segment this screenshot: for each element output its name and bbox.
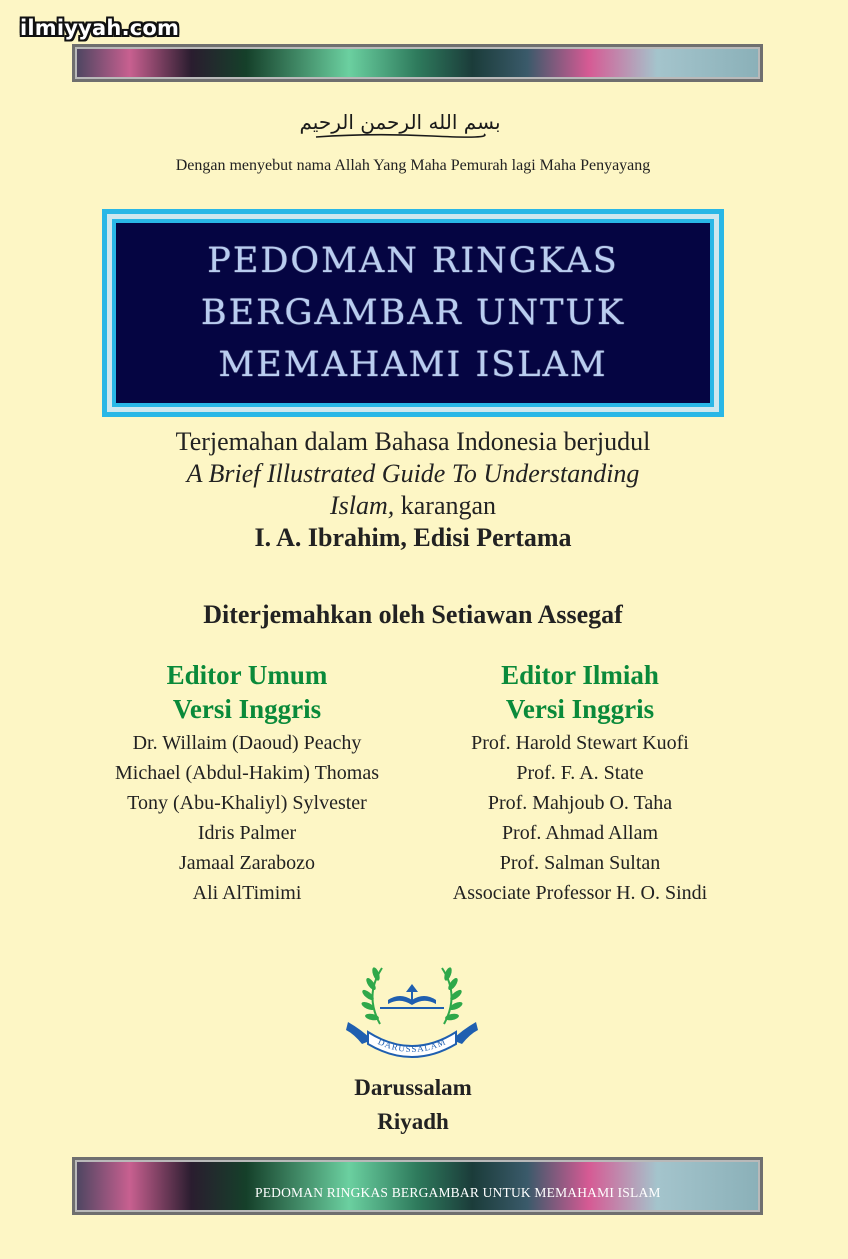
editors-general-subheading: Versi Inggris — [172, 694, 322, 724]
title-frame — [102, 209, 724, 417]
title-line-1: PEDOMAN RINGKAS — [207, 241, 619, 281]
editor-name: Prof. Harold Stewart Kuofi — [471, 732, 689, 754]
editor-name: Tony (Abu-Khaliyl) Sylvester — [127, 792, 367, 814]
translation-info — [0, 426, 826, 554]
translation-karangan: karangan — [394, 491, 497, 520]
invocation-text: Dengan menyebut nama Allah Yang Maha Pemurah lagi Maha Penyayang — [175, 157, 651, 174]
publisher-name: Darussalam — [354, 1075, 472, 1100]
title-box — [112, 219, 714, 407]
editors-general-heading: Editor Umum — [166, 660, 328, 690]
title-line-3: MEMAHAMI ISLAM — [218, 345, 608, 385]
original-title-line-1: A Brief Illustrated Guide To Understanding — [186, 459, 640, 488]
translator-credit: Diterjemahkan oleh Setiawan Assegaf — [203, 600, 623, 629]
editor-name: Associate Professor H. O. Sindi — [452, 882, 708, 904]
editor-name: Prof. Mahjoub O. Taha — [487, 792, 673, 814]
author-edition: I. A. Ibrahim, Edisi Pertama — [254, 523, 572, 552]
editor-name: Prof. F. A. State — [516, 762, 644, 784]
basmala-calligraphy — [299, 103, 501, 141]
publisher-block — [0, 1071, 826, 1139]
title-line-2: BERGAMBAR UNTUK — [200, 293, 626, 333]
editors-scientific-heading: Editor Ilmiah — [501, 660, 659, 690]
translation-line-1: Terjemahan dalam Bahasa Indonesia berjudul — [175, 427, 651, 456]
svg-text:DARUSSALAM: DARUSSALAM — [376, 1036, 448, 1055]
svg-text:بسم الله الرحمن الرحيم: بسم الله الرحمن الرحيم — [299, 110, 501, 134]
editor-name: Dr. Willaim (Daoud) Peachy — [132, 732, 362, 754]
original-title-line-2: Islam, — [329, 491, 395, 520]
editors-scientific-column — [400, 658, 760, 908]
publisher-city: Riyadh — [377, 1109, 449, 1134]
footer-title: PEDOMAN RINGKAS BERGAMBAR UNTUK MEMAHAMI ISLAM — [255, 1185, 661, 1200]
top-decorative-band — [72, 44, 763, 82]
editor-name: Idris Palmer — [197, 822, 297, 844]
darussalam-logo-icon — [342, 960, 482, 1065]
editor-name: Prof. Ahmad Allam — [501, 822, 659, 844]
site-watermark: ilmiyyah.com — [20, 16, 180, 40]
editor-name: Michael (Abdul-Hakim) Thomas — [114, 762, 379, 784]
editor-name: Ali AlTimimi — [192, 882, 302, 904]
bottom-decorative-band — [72, 1157, 763, 1215]
editors-general-column — [67, 658, 427, 908]
editor-name: Jamaal Zarabozo — [178, 852, 316, 874]
editor-name: Prof. Salman Sultan — [499, 852, 661, 874]
editors-scientific-subheading: Versi Inggris — [505, 694, 655, 724]
